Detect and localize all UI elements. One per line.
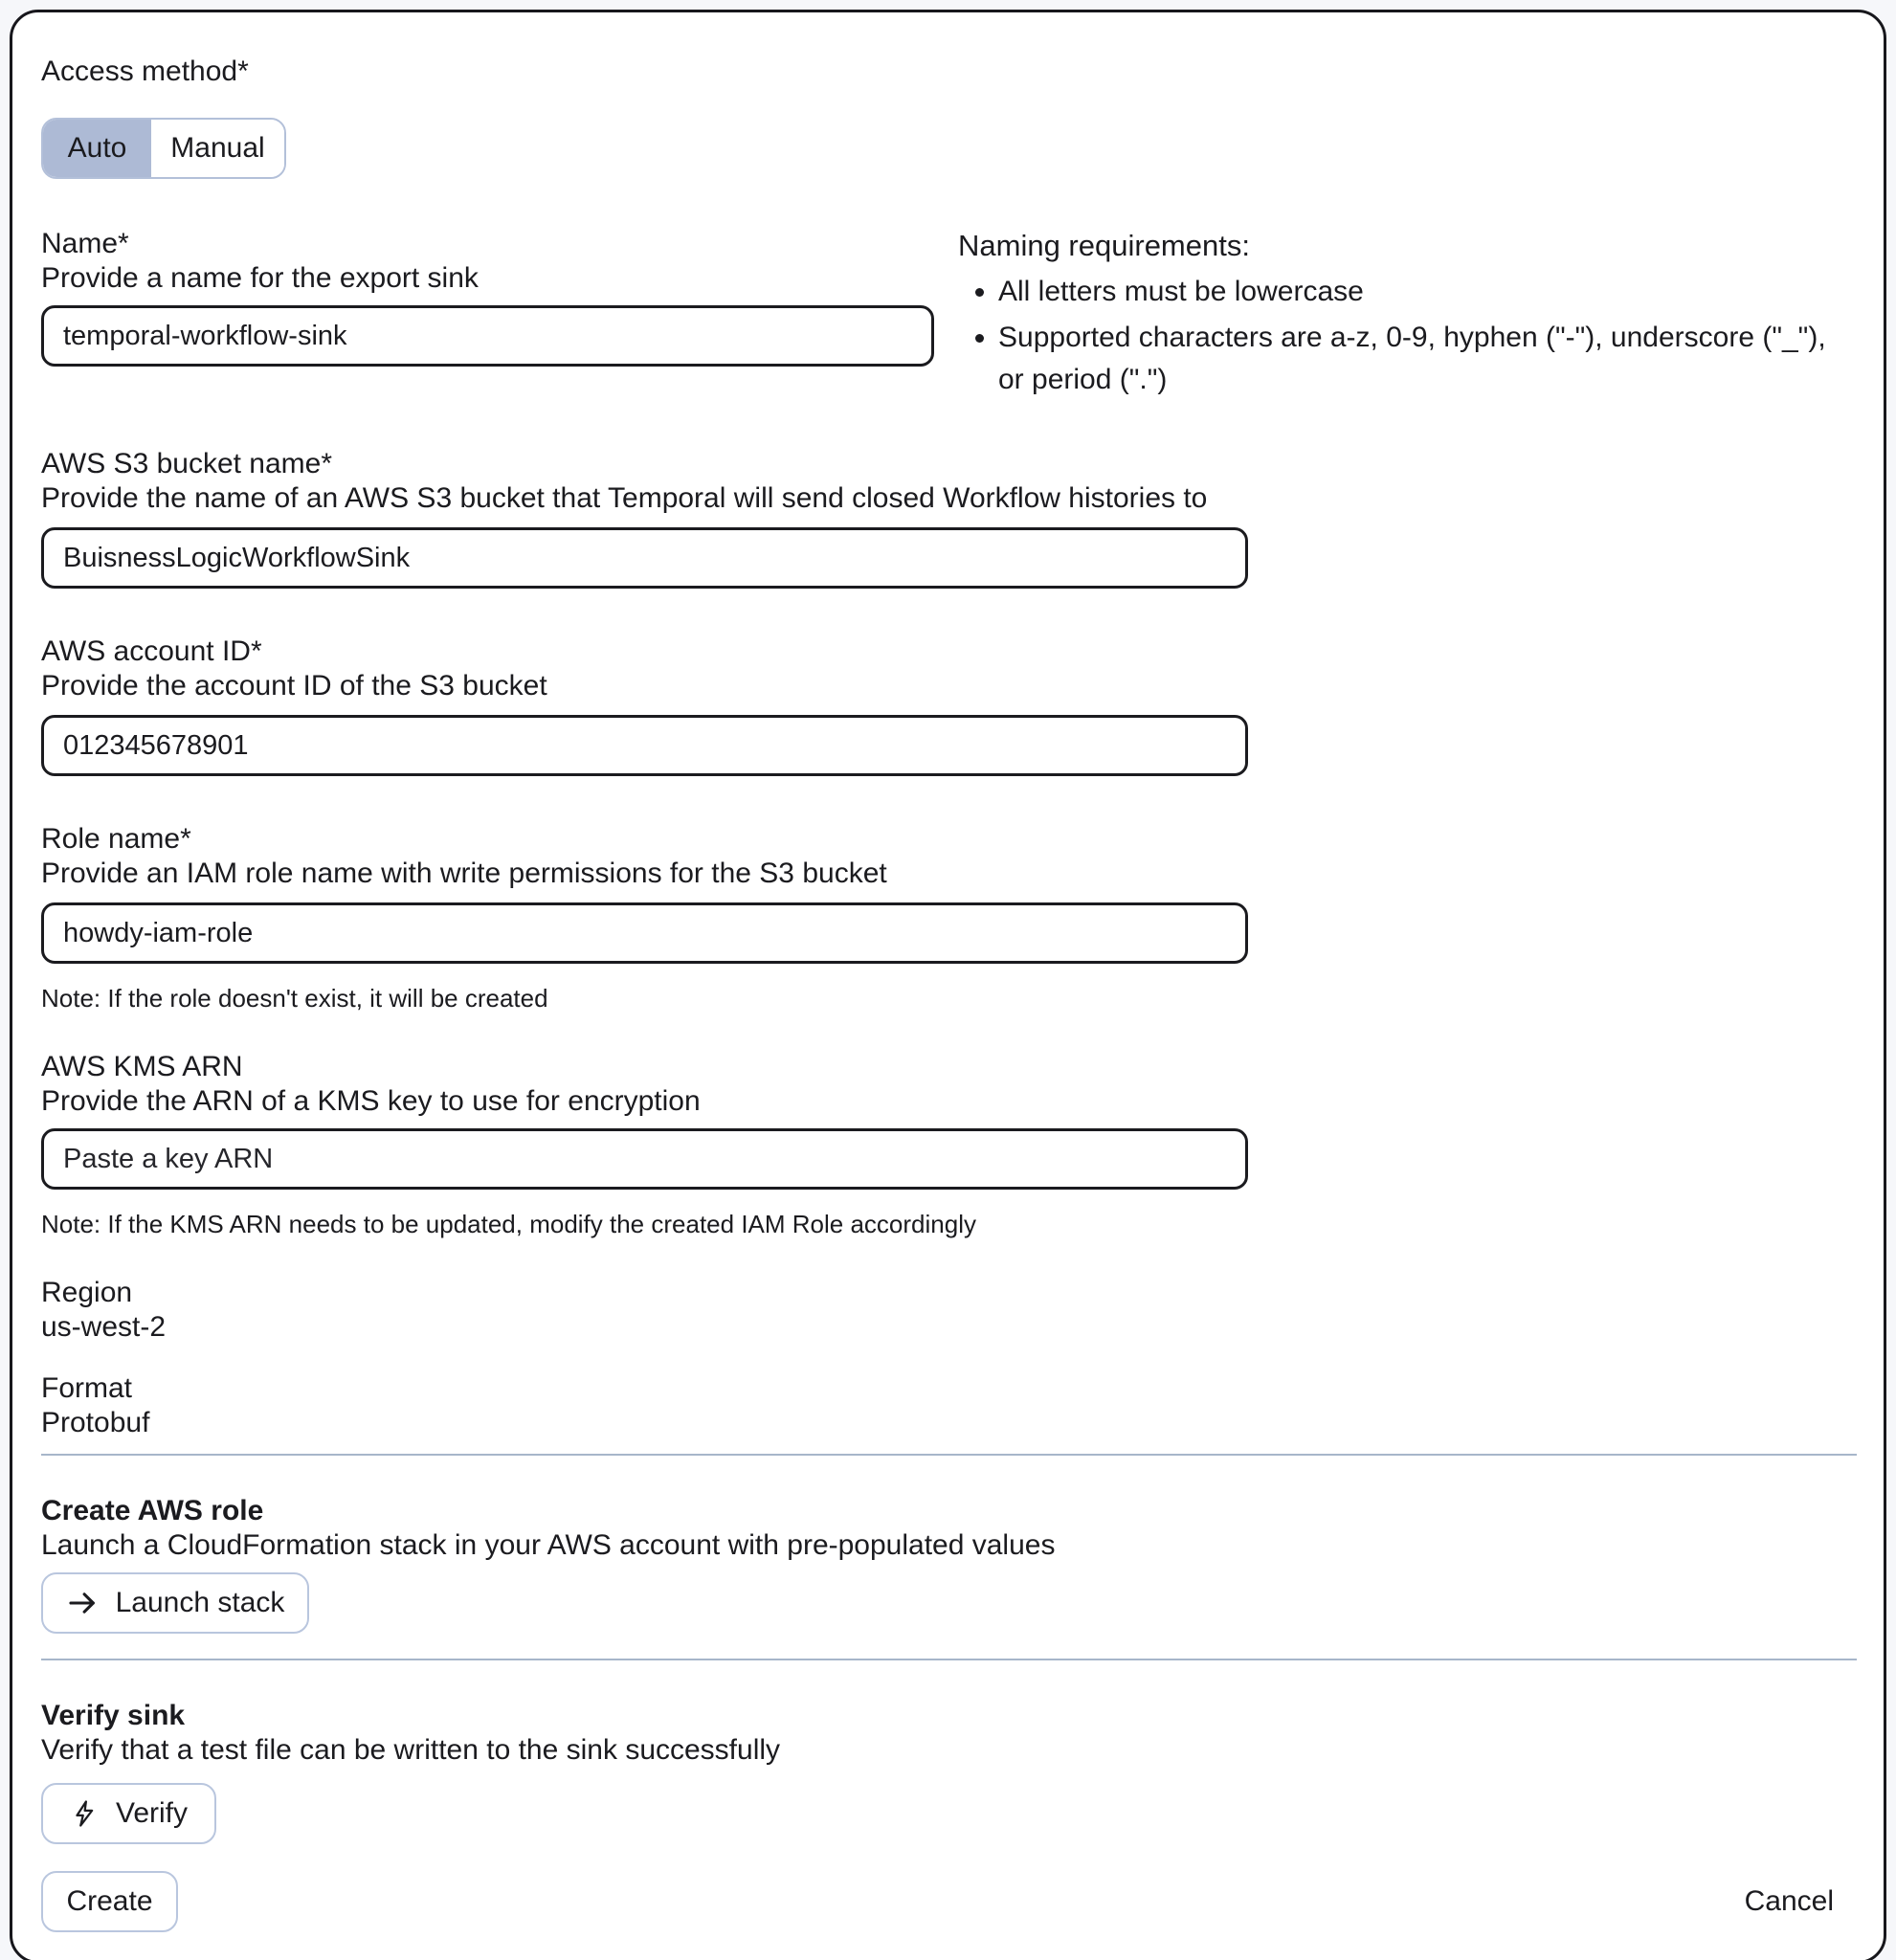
naming-requirements-list xyxy=(958,271,1853,401)
role-name-field-group xyxy=(41,822,1855,1013)
naming-requirement-item: • Supported characters are a-z, 0-9, hyphen ("-"), underscore ("_"), or period (".") xyxy=(998,317,1853,401)
kms-arn-label: AWS KMS ARN xyxy=(41,1051,243,1082)
format-value: Protobuf xyxy=(41,1407,150,1438)
kms-arn-note: Note: If the KMS ARN needs to be updated, modify the created IAM Role accordingly xyxy=(41,1210,976,1238)
name-field-group xyxy=(41,227,934,367)
region-label: Region xyxy=(41,1277,133,1308)
account-id-input[interactable] xyxy=(41,715,1248,776)
kms-arn-description: Provide the ARN of a KMS key to use for encryption xyxy=(41,1085,701,1117)
create-aws-role-section xyxy=(41,1494,1855,1634)
kms-arn-field-group xyxy=(41,1050,1855,1239)
launch-stack-label: Launch stack xyxy=(115,1587,285,1618)
format-label: Format xyxy=(41,1372,133,1404)
account-id-label: AWS account ID* xyxy=(41,635,262,667)
naming-requirement-item: • All letters must be lowercase xyxy=(998,271,1853,313)
naming-requirements xyxy=(934,227,1853,401)
access-method-manual-button[interactable]: Manual xyxy=(151,120,284,177)
role-name-description: Provide an IAM role name with write permissions for the S3 bucket xyxy=(41,858,887,889)
naming-requirements-title: Naming requirements: xyxy=(958,229,1250,262)
name-label: Name* xyxy=(41,228,129,259)
verify-button[interactable] xyxy=(41,1783,216,1844)
create-aws-role-title: Create AWS role xyxy=(41,1495,264,1526)
name-description: Provide a name for the export sink xyxy=(41,262,479,294)
export-sink-form-card xyxy=(10,10,1886,1960)
verify-label: Verify xyxy=(115,1797,189,1829)
name-input[interactable] xyxy=(41,305,934,367)
role-name-label: Role name* xyxy=(41,823,191,855)
create-aws-role-description: Launch a CloudFormation stack in your AWS account with pre-populated values xyxy=(41,1529,1056,1561)
s3-bucket-description: Provide the name of an AWS S3 bucket that Temporal will send closed Workflow histories to xyxy=(41,482,1208,514)
section-divider xyxy=(41,1454,1857,1456)
role-name-input[interactable] xyxy=(41,902,1248,964)
role-name-note: Note: If the role doesn't exist, it will be created xyxy=(41,984,548,1013)
cancel-button[interactable]: Cancel xyxy=(1724,1871,1855,1932)
verify-sink-description: Verify that a test file can be written to the sink successfully xyxy=(41,1734,781,1766)
create-label: Create xyxy=(66,1885,153,1917)
lightning-bolt-icon xyxy=(70,1799,99,1828)
arrow-right-icon xyxy=(66,1587,99,1619)
kms-arn-input[interactable] xyxy=(41,1128,1248,1190)
format-field xyxy=(41,1371,1855,1440)
create-button[interactable] xyxy=(41,1871,178,1932)
verify-sink-section xyxy=(41,1699,1855,1844)
account-id-field-group xyxy=(41,635,1855,776)
region-field xyxy=(41,1276,1855,1345)
launch-stack-button[interactable] xyxy=(41,1572,309,1634)
s3-bucket-input[interactable] xyxy=(41,527,1248,589)
form-footer xyxy=(41,1871,1855,1932)
access-method-toggle xyxy=(41,118,286,179)
access-method-label: Access method* xyxy=(41,56,249,87)
region-value: us-west-2 xyxy=(41,1311,167,1343)
account-id-description: Provide the account ID of the S3 bucket xyxy=(41,670,547,702)
verify-sink-title: Verify sink xyxy=(41,1700,186,1731)
s3-bucket-field-group xyxy=(41,447,1855,589)
access-method-auto-button[interactable]: Auto xyxy=(43,120,151,177)
section-divider xyxy=(41,1659,1857,1660)
name-and-requirements-row xyxy=(41,227,1855,401)
s3-bucket-label: AWS S3 bucket name* xyxy=(41,448,333,479)
